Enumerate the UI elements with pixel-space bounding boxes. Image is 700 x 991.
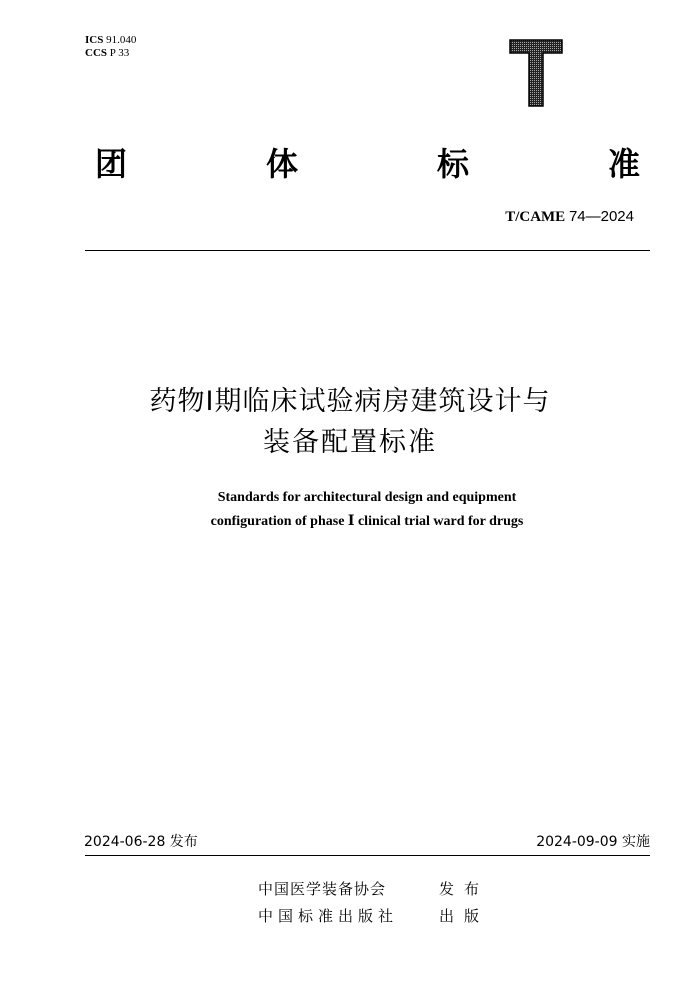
ccs-code: P 33 xyxy=(109,47,130,59)
chinese-title-line-2: 装备配置标准 xyxy=(263,427,437,458)
classification-codes xyxy=(85,34,136,60)
standard-type-char: 准 xyxy=(607,145,640,183)
ccs-label: CCS xyxy=(85,47,108,59)
publishing-role: 出版 xyxy=(439,907,490,925)
ics-code: 91.040 xyxy=(106,34,137,46)
top-divider xyxy=(85,250,650,251)
english-title-line-1: Standards for architectural design and equipment xyxy=(217,490,517,505)
issuing-organization: 中国医学装备协会 xyxy=(258,880,387,898)
standard-t-logo xyxy=(508,38,564,108)
standard-type-char: 团 xyxy=(95,145,128,183)
ics-line xyxy=(85,34,136,47)
bottom-divider xyxy=(85,855,650,856)
standard-type-char: 体 xyxy=(265,145,298,183)
ics-label: ICS xyxy=(85,34,104,46)
issue-date: 2024-06-28 发布 xyxy=(84,834,198,850)
standard-number xyxy=(505,208,634,226)
standard-type-heading xyxy=(95,140,640,184)
standard-number-value: 74—2024 xyxy=(568,208,634,225)
issuing-role: 发布 xyxy=(439,880,490,898)
implementation-date: 2024-09-09 实施 xyxy=(536,834,650,850)
english-title-line-2: configuration of phase Ⅰ clinical trial ward for drugs xyxy=(210,514,524,529)
standard-number-prefix: T/CAME xyxy=(505,209,566,225)
publishing-organization: 中国标准出版社 xyxy=(258,907,399,925)
standard-type-char: 标 xyxy=(436,145,469,183)
chinese-title-line-1: 药物Ⅰ期临床试验病房建筑设计与 xyxy=(149,386,551,417)
ccs-line xyxy=(85,47,136,60)
